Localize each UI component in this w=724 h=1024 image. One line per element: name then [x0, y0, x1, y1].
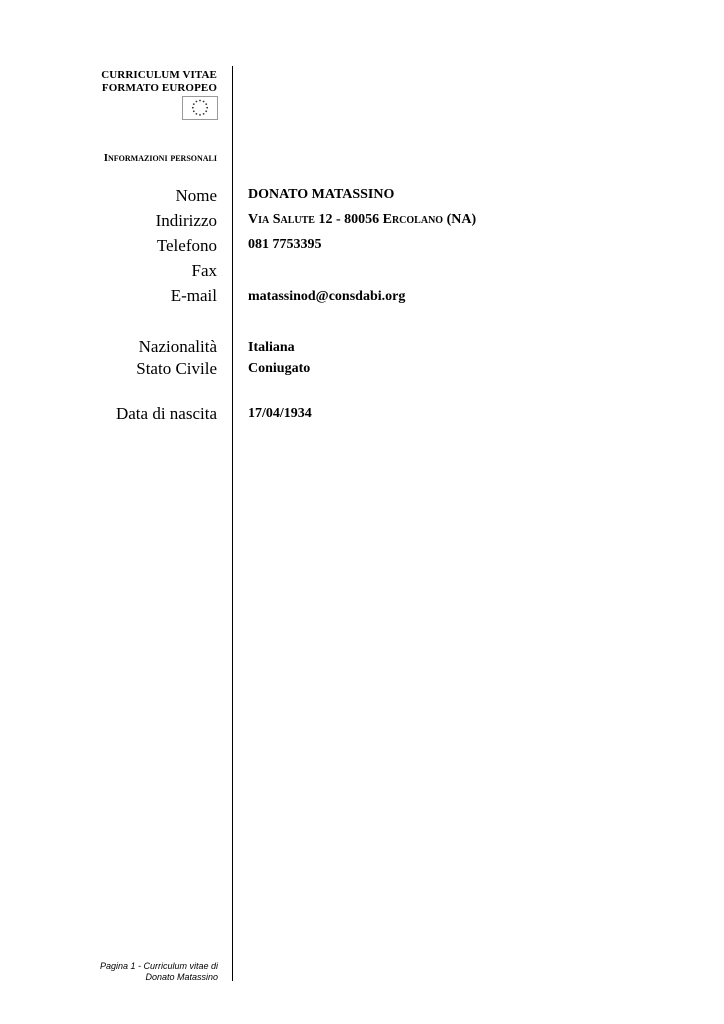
label-data-nascita: Data di nascita [115, 404, 217, 423]
label-fax: Fax [191, 261, 217, 280]
label-nazionalita: Nazionalità [138, 337, 217, 356]
value-email: matassinod@consdabi.org [248, 289, 406, 304]
value-stato-civile: Coniugato [248, 361, 311, 376]
eu-flag-icon [182, 96, 218, 120]
label-indirizzo: Indirizzo [155, 211, 217, 230]
label-email: E-mail [170, 286, 217, 305]
footer-line1: Pagina 1 - Curriculum vitae di [99, 961, 218, 971]
column-divider [232, 66, 233, 981]
cv-header [101, 69, 217, 95]
label-stato-civile: Stato Civile [136, 359, 217, 378]
value-nazionalita: Italiana [248, 340, 295, 355]
value-data-nascita: 17/04/1934 [248, 406, 312, 421]
cv-title-line2: FORMATO EUROPEO [101, 82, 217, 94]
page-footer [100, 961, 218, 983]
value-telefono: 081 7753395 [248, 237, 322, 252]
value-indirizzo: Via Salute 12 - 80056 Ercolano (NA) [248, 212, 477, 227]
label-nome: Nome [175, 186, 217, 205]
footer-line2: Donato Matassino [145, 972, 218, 982]
section-title-personal-info: Informazioni personali [103, 152, 217, 164]
cv-title-line1: CURRICULUM VITAE [101, 69, 217, 81]
value-nome: DONATO MATASSINO [248, 187, 395, 202]
label-telefono: Telefono [156, 236, 217, 255]
